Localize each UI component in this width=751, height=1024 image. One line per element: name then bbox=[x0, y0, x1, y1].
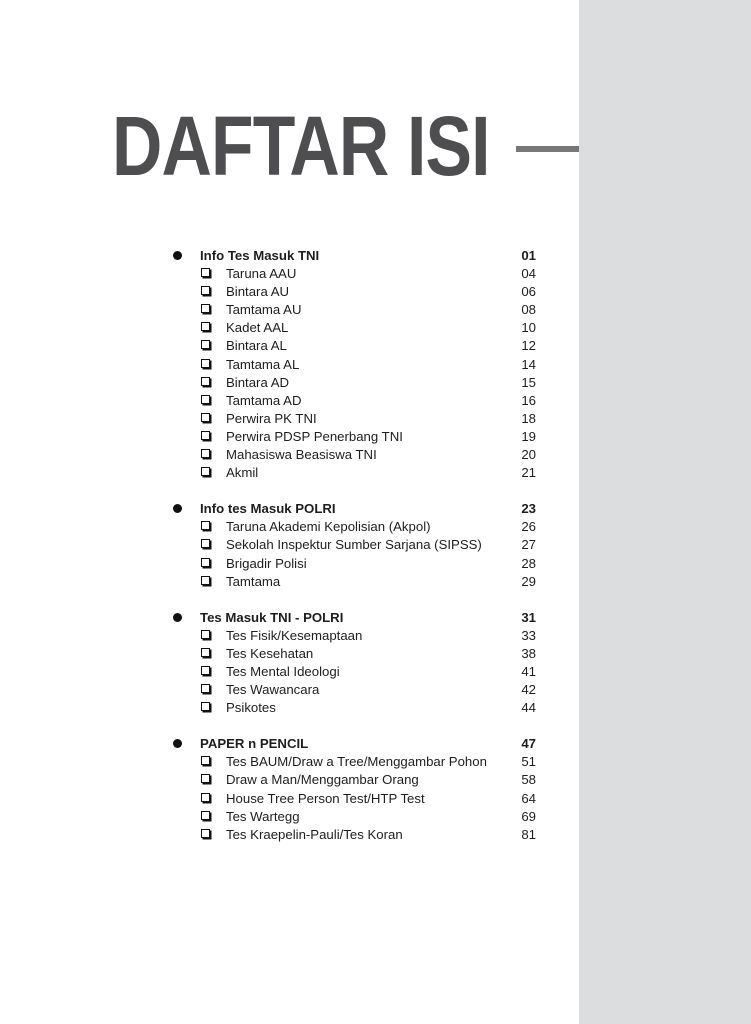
toc-entry[interactable] bbox=[170, 753, 536, 771]
entry-title: Tes Wawancara bbox=[226, 682, 320, 698]
toc-entry[interactable] bbox=[170, 356, 536, 374]
entry-title: Bintara AL bbox=[226, 338, 287, 354]
entry-page-number: 41 bbox=[521, 663, 536, 679]
toc-entry[interactable] bbox=[170, 555, 536, 573]
entry-title: Akmil bbox=[226, 465, 259, 481]
entry-page-number: 69 bbox=[521, 808, 536, 824]
entry-page-number: 38 bbox=[521, 645, 536, 661]
checkbox-square-icon bbox=[201, 648, 210, 657]
checkbox-square-icon bbox=[201, 377, 210, 386]
toc-entry[interactable] bbox=[170, 518, 536, 536]
entry-page-number: 29 bbox=[521, 573, 536, 589]
bullet-icon bbox=[173, 251, 182, 260]
toc-entry[interactable] bbox=[170, 337, 536, 355]
toc-section-heading[interactable] bbox=[170, 500, 536, 518]
toc-entry[interactable] bbox=[170, 428, 536, 446]
entry-page-number: 64 bbox=[521, 790, 536, 806]
checkbox-square-icon bbox=[201, 395, 210, 404]
section-title: Tes Masuk TNI - POLRI bbox=[200, 609, 344, 625]
bullet-icon bbox=[173, 613, 182, 622]
entry-title: Tamtama AL bbox=[226, 356, 300, 372]
toc-section bbox=[170, 735, 536, 844]
checkbox-square-icon bbox=[201, 304, 210, 313]
toc-entry[interactable] bbox=[170, 464, 536, 482]
entry-page-number: 19 bbox=[521, 428, 536, 444]
entry-page-number: 08 bbox=[521, 302, 536, 318]
entry-title: Tes Fisik/Kesemaptaan bbox=[226, 627, 363, 643]
toc-entry[interactable] bbox=[170, 265, 536, 283]
entry-page-number: 16 bbox=[521, 392, 536, 408]
entry-page-number: 27 bbox=[521, 537, 536, 553]
checkbox-square-icon bbox=[201, 431, 210, 440]
checkbox-square-icon bbox=[201, 359, 210, 368]
checkbox-square-icon bbox=[201, 756, 210, 765]
toc-entry[interactable] bbox=[170, 790, 536, 808]
entry-title: Mahasiswa Beasiswa TNI bbox=[226, 447, 377, 463]
entry-title: Draw a Man/Menggambar Orang bbox=[226, 772, 419, 788]
checkbox-square-icon bbox=[201, 449, 210, 458]
section-title: Info Tes Masuk TNI bbox=[200, 248, 320, 263]
entry-title: Bintara AD bbox=[226, 374, 290, 390]
checkbox-square-icon bbox=[201, 774, 210, 783]
entry-title: Tamtama AU bbox=[226, 302, 302, 318]
toc-entry[interactable] bbox=[170, 808, 536, 826]
entry-page-number: 04 bbox=[521, 266, 536, 282]
entry-page-number: 42 bbox=[521, 682, 536, 698]
toc-entry[interactable] bbox=[170, 627, 536, 645]
entry-title: Psikotes bbox=[226, 700, 276, 716]
toc-section bbox=[170, 247, 536, 482]
entry-page-number: 51 bbox=[521, 754, 536, 770]
entry-title: Tes BAUM/Draw a Tree/Menggambar Pohon bbox=[226, 754, 487, 770]
entry-title: Brigadir Polisi bbox=[226, 555, 307, 571]
entry-page-number: 26 bbox=[521, 519, 536, 535]
entry-title: Taruna Akademi Kepolisian (Akpol) bbox=[226, 519, 431, 535]
page-title: DAFTAR ISI bbox=[112, 99, 490, 193]
toc-entry[interactable] bbox=[170, 663, 536, 681]
checkbox-square-icon bbox=[201, 576, 210, 585]
checkbox-square-icon bbox=[201, 322, 210, 331]
entry-page-number: 58 bbox=[521, 772, 536, 788]
entry-title: Tamtama AD bbox=[226, 392, 302, 408]
toc-section-heading[interactable] bbox=[170, 735, 536, 753]
bullet-icon bbox=[173, 504, 182, 513]
toc-entry[interactable] bbox=[170, 771, 536, 789]
toc-entry[interactable] bbox=[170, 374, 536, 392]
side-panel bbox=[579, 0, 751, 1024]
section-title: Info tes Masuk POLRI bbox=[200, 501, 336, 517]
entry-title: Tes Kesehatan bbox=[226, 645, 314, 661]
checkbox-square-icon bbox=[201, 684, 210, 693]
entry-page-number: 21 bbox=[521, 465, 536, 481]
entry-title: Taruna AAU bbox=[226, 266, 297, 282]
title-rule bbox=[516, 146, 579, 152]
toc-entry[interactable] bbox=[170, 681, 536, 699]
toc-entry[interactable] bbox=[170, 319, 536, 337]
checkbox-square-icon bbox=[201, 539, 210, 548]
section-page-number: 47 bbox=[521, 736, 536, 752]
toc-entry[interactable] bbox=[170, 699, 536, 717]
entry-title: Tes Kraepelin-Pauli/Tes Koran bbox=[226, 826, 403, 842]
entry-page-number: 81 bbox=[521, 826, 536, 842]
entry-page-number: 06 bbox=[521, 284, 536, 300]
toc-entry[interactable] bbox=[170, 826, 536, 844]
section-page-number: 01 bbox=[521, 248, 536, 263]
checkbox-square-icon bbox=[201, 268, 210, 277]
toc-entry[interactable] bbox=[170, 283, 536, 301]
entry-title: Kadet AAL bbox=[226, 320, 289, 336]
checkbox-square-icon bbox=[201, 286, 210, 295]
entry-title: House Tree Person Test/HTP Test bbox=[226, 790, 425, 806]
table-of-contents bbox=[170, 247, 536, 862]
checkbox-square-icon bbox=[201, 467, 210, 476]
entry-page-number: 33 bbox=[521, 627, 536, 643]
entry-title: Tes Wartegg bbox=[226, 808, 300, 824]
toc-entry[interactable] bbox=[170, 536, 536, 554]
bullet-icon bbox=[173, 739, 182, 748]
toc-section bbox=[170, 609, 536, 718]
toc-entry[interactable] bbox=[170, 392, 536, 410]
section-title: PAPER n PENCIL bbox=[200, 736, 309, 752]
entry-title: Perwira PDSP Penerbang TNI bbox=[226, 428, 403, 444]
toc-entry[interactable] bbox=[170, 301, 536, 319]
toc-entry[interactable] bbox=[170, 410, 536, 428]
entry-page-number: 18 bbox=[521, 410, 536, 426]
entry-page-number: 10 bbox=[521, 320, 536, 336]
entry-page-number: 28 bbox=[521, 555, 536, 571]
entry-title: Sekolah Inspektur Sumber Sarjana (SIPSS) bbox=[226, 537, 482, 553]
entry-title: Tes Mental Ideologi bbox=[226, 663, 340, 679]
section-page-number: 31 bbox=[521, 609, 536, 625]
checkbox-square-icon bbox=[201, 666, 210, 675]
checkbox-square-icon bbox=[201, 702, 210, 711]
checkbox-square-icon bbox=[201, 829, 210, 838]
entry-page-number: 44 bbox=[521, 700, 536, 716]
toc-section-heading[interactable] bbox=[170, 609, 536, 627]
checkbox-square-icon bbox=[201, 413, 210, 422]
entry-page-number: 12 bbox=[521, 338, 536, 354]
entry-page-number: 20 bbox=[521, 447, 536, 463]
entry-page-number: 15 bbox=[521, 374, 536, 390]
toc-entry[interactable] bbox=[170, 573, 536, 591]
checkbox-square-icon bbox=[201, 558, 210, 567]
toc-section-heading[interactable] bbox=[170, 247, 536, 265]
checkbox-square-icon bbox=[201, 521, 210, 530]
checkbox-square-icon bbox=[201, 811, 210, 820]
entry-title: Bintara AU bbox=[226, 284, 290, 300]
section-page-number: 23 bbox=[521, 501, 536, 517]
checkbox-square-icon bbox=[201, 340, 210, 349]
checkbox-square-icon bbox=[201, 630, 210, 639]
toc-section bbox=[170, 500, 536, 590]
entry-page-number: 14 bbox=[521, 356, 536, 372]
entry-title: Tamtama bbox=[226, 573, 281, 589]
toc-entry[interactable] bbox=[170, 446, 536, 464]
toc-entry[interactable] bbox=[170, 645, 536, 663]
checkbox-square-icon bbox=[201, 793, 210, 802]
entry-title: Perwira PK TNI bbox=[226, 410, 317, 426]
